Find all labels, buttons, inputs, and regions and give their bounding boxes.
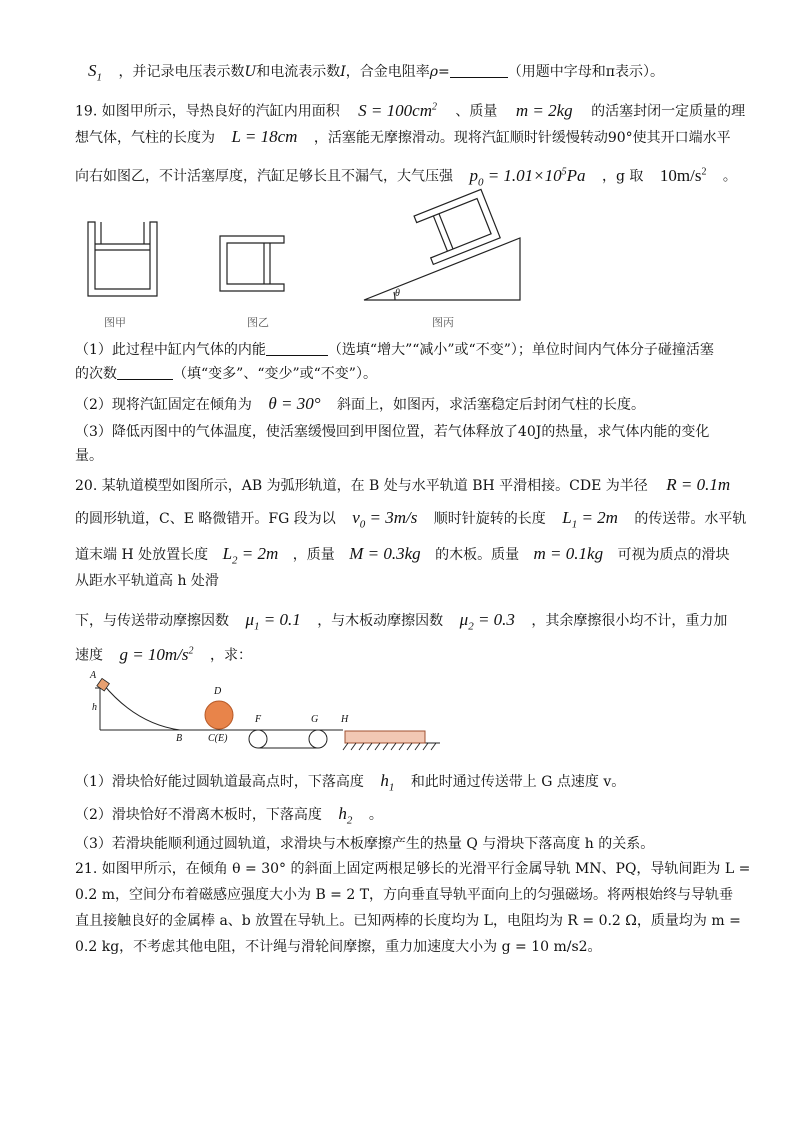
l1-formula: $L_1 = 2m$ (562, 508, 618, 531)
v0-formula: $v_0 = 3m/s$ (352, 508, 418, 531)
s1-symbol: $S_1$ (88, 61, 102, 84)
gravity-formula: $g = 10m/s^2$ (119, 644, 194, 664)
theta-label: θ (395, 288, 400, 299)
q20-line-3: 道末端 H 处放置长度 $L_2 = 2m$ ，质量 M = 0.3kg 的木板。质量 m = 0.1kg 可视为质点的滑块 (75, 544, 730, 567)
q20-line-2: 的圆形轨道，C、E 略微错开。FG 段为以 $v_0 = 3m/s$ 顺时针旋转的长度 $L_1 = 2m$ 的传送带。水平轨 (75, 508, 747, 531)
label-h-point: H (341, 714, 349, 725)
q19-sub3-line-2: 量。 (75, 448, 103, 464)
q19-sub1-line-2: 的次数 （填“变多”、“变少”或“不变”）。 (75, 366, 377, 382)
label-g: G (311, 714, 319, 725)
slider-mass-formula: m = 0.1kg (533, 544, 604, 563)
pressure-formula: $p_0 = 1.01\times 10^5Pa$ (469, 165, 586, 189)
q21-line-4: 0.2 kg，不考虑其他电阻，不计绳与滑轮间摩擦，重力加速度大小为 g = 10 m/s2。 (75, 939, 602, 955)
l2-formula: $L_2 = 2m$ (222, 544, 279, 567)
q19-line-3: 向右如图乙，不计活塞厚度，汽缸足够长且不漏气，大气压强 $p_0 = 1.01\times 10^5Pa$ ，g 取 $10m/s^2$ 。 (75, 165, 737, 189)
q21-line-3: 直且接触良好的金属棒 a、b 放置在导轨上。已知两棒的长度均为 L，电阻均为 R = 0.2 Ω，质量均为 m = (75, 913, 741, 929)
q18-tail-line: $S_1$ ，并记录电压表示数U和电流表示数I，合金电阻率ρ= （用题中字母和π表示）。 (88, 61, 664, 84)
q19-sub2-line: （2）现将汽缸固定在倾角为 θ = 30° 斜面上，如图丙，求活塞稳定后封闭气柱的长度。 (75, 394, 645, 413)
mu2-formula: $\mu_2 = 0.3$ (459, 610, 515, 633)
q20-sub1-line: （1）滑块恰好能过圆轨道最高点时，下落高度 $h_1$ 和此时通过传送带上 G 点速度 v。 (75, 771, 626, 794)
h2-symbol: $h_2$ (338, 804, 353, 827)
label-ce: C(E) (208, 733, 228, 744)
theta-formula: θ = 30° (268, 394, 321, 413)
q19-sub1-line-1: （1）此过程中缸内气体的内能 （选填“增大”“减小”或“不变”）；单位时间内气体分子碰撞活塞 (75, 342, 714, 358)
h1-symbol: $h_1$ (380, 771, 395, 794)
mu1-formula: $\mu_1 = 0.1$ (245, 610, 301, 633)
q20-sub2-line: （2）滑块恰好不滑离木板时，下落高度 $h_2$ 。 (75, 804, 383, 827)
board-mass-formula: M = 0.3kg (349, 544, 421, 563)
caption-yi: 图乙 (247, 316, 269, 329)
label-f: F (255, 714, 262, 725)
label-b: B (176, 733, 183, 744)
label-h: h (92, 702, 97, 713)
caption-jia: 图甲 (104, 316, 126, 329)
q21-line-1: 21. 如图甲所示，在倾角 θ = 30° 的斜面上固定两根足够长的光滑平行金属导轨 MN、PQ，导轨间距为 L = (75, 861, 751, 877)
g-formula: $10m/s^2$ (659, 165, 707, 185)
q20-line-4: 从距水平轨道高 h 处滑 (75, 573, 219, 589)
q21-line-2: 0.2 m，空间分布着磁感应强度大小为 B = 2 T，方向垂直导轨平面向上的匀强磁场。将两根始终与导轨垂 (75, 887, 734, 903)
q20-sub3-line: （3）若滑块能顺利通过圆轨道，求滑块与木板摩擦产生的热量 Q 与滑块下落高度 h 的关系。 (75, 836, 655, 852)
q19-line-2: 想气体，气柱的长度为 L = 18cm ，活塞能无摩擦滑动。现将汽缸顺时针缓慢转动90°使其开口端水平 (75, 127, 731, 146)
mass-formula: m = 2kg (515, 100, 573, 120)
label-a: A (90, 670, 97, 681)
q20-line-5: 下，与传送带动摩擦因数 $\mu_1 = 0.1$ ，与木板动摩擦因数 $\mu_2 = 0.3$ ，其余摩擦很小均不计，重力加 (75, 610, 728, 633)
q19-sub3-line-1: （3）降低丙图中的气体温度，使活塞缓慢回到甲图位置，若气体释放了40J的热量，求气体内能的变化 (75, 424, 710, 440)
label-d: D (214, 686, 222, 697)
q19-line-1: 19. 如图甲所示，导热良好的汽缸内用面积 $S = 100cm^2$ 、质量 m = 2kg 的活塞封闭一定质量的理 (75, 100, 746, 120)
length-formula: L = 18cm (231, 127, 298, 146)
radius-formula: R = 0.1m (666, 475, 731, 494)
caption-bing: 图丙 (432, 316, 454, 329)
area-formula: $S = 100cm^2$ (358, 100, 437, 120)
q20-line-1: 20. 某轨道模型如图所示，AB 为弧形轨道，在 B 处与水平轨道 BH 平滑相接。CDE 为半径 R = 0.1m (75, 475, 731, 494)
q20-line-6: 速度 $g = 10m/s^2$ ，求： (75, 644, 252, 664)
